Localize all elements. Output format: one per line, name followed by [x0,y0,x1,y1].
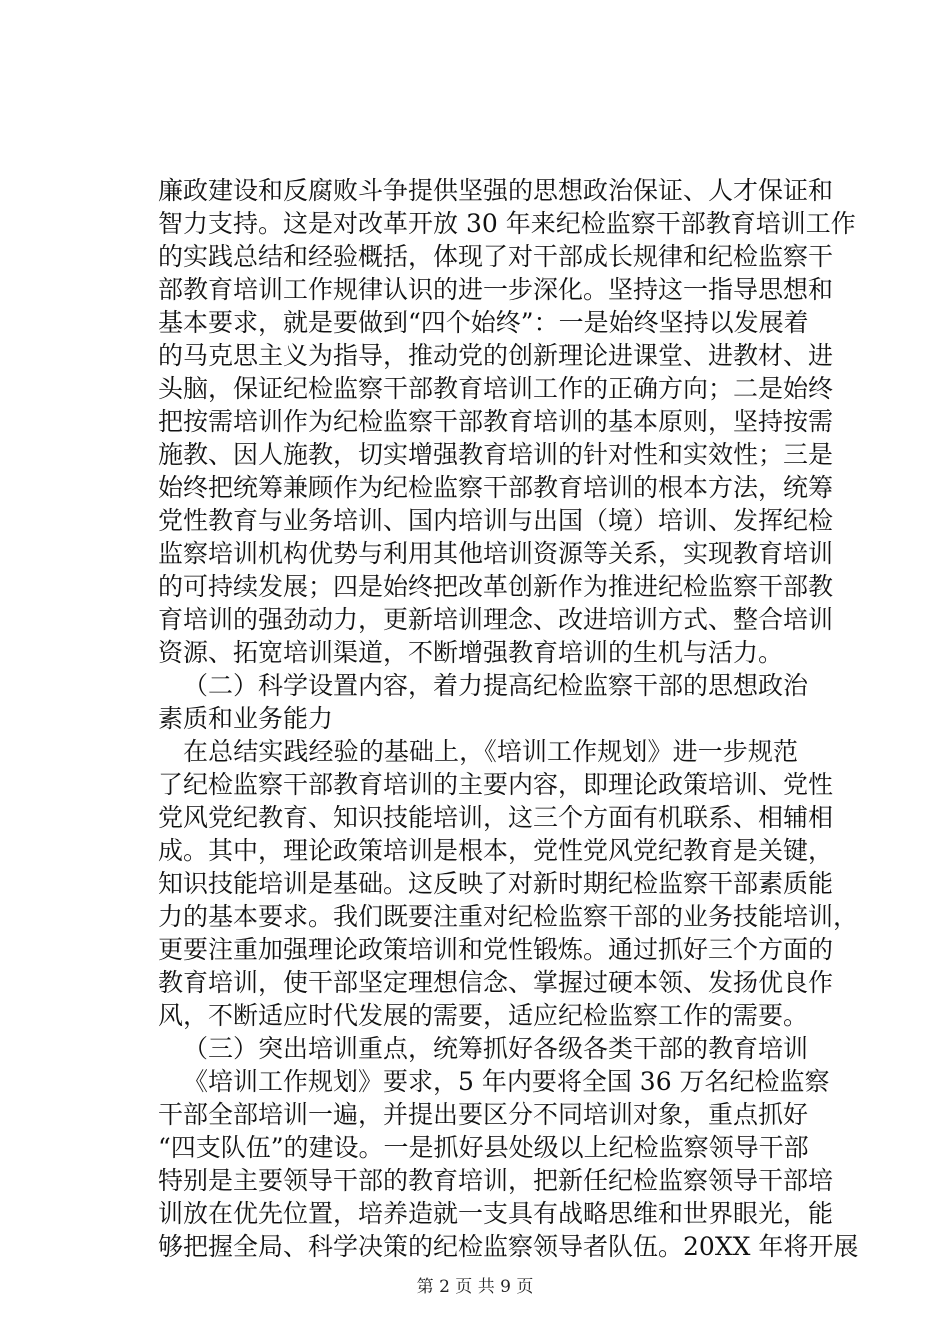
paragraph-line: 知识技能培训是基础。这反映了对新时期纪检监察干部素质能 [158,869,834,898]
section-heading-line: 素质和业务能力 [158,704,334,733]
paragraph-line: 更要注重加强理论政策培训和党性锻炼。通过抓好三个方面的 [158,935,834,964]
paragraph-line: 基本要求，就是要做到“四个始终”：一是始终坚持以发展着 [158,308,809,337]
paragraph-line: 力的基本要求。我们既要注重对纪检监察干部的业务技能培训， [158,902,859,931]
paragraph-line: 施教、因人施教，切实增强教育培训的针对性和实效性；三是 [158,440,834,469]
paragraph-line: 了纪检监察干部教育培训的主要内容，即理论政策培训、党性 [158,770,834,799]
paragraph-line: 把按需培训作为纪检监察干部教育培训的基本原则，坚持按需 [158,407,834,436]
paragraph-line: 特别是主要领导干部的教育培训，把新任纪检监察领导干部培 [158,1166,834,1195]
section-heading-line: （二）科学设置内容，着力提高纪检监察干部的思想政治 [183,671,809,700]
paragraph-line: 教育培训，使干部坚定理想信念、掌握过硬本领、发扬优良作 [158,968,834,997]
paragraph-line: 的马克思主义为指导，推动党的创新理论进课堂、进教材、进 [158,341,834,370]
paragraph-line: 风，不断适应时代发展的需要，适应纪检监察工作的需要。 [158,1001,809,1030]
paragraph-line: “四支队伍”的建设。一是抓好县处级以上纪检监察领导干部 [158,1133,809,1162]
paragraph-line: 监察培训机构优势与利用其他培训资源等关系，实现教育培训 [158,539,834,568]
paragraph-line: 干部全部培训一遍，并提出要区分不同培训对象，重点抓好 [158,1100,809,1129]
page-number-footer: 第 2 页 共 9 页 [416,1277,534,1297]
paragraph-line: 训放在优先位置，培养造就一支具有战略思维和世界眼光，能 [158,1199,834,1228]
paragraph-line: 资源、拓宽培训渠道，不断增强教育培训的生机与活力。 [158,638,784,667]
paragraph-line: 育培训的强劲动力，更新培训理念、改进培训方式、整合培训 [158,605,834,634]
paragraph-line: 的可持续发展；四是始终把改革创新作为推进纪检监察干部教 [158,572,834,601]
paragraph-line: 《培训工作规划》要求，5 年内要将全国 36 万名纪检监察 [183,1067,830,1096]
paragraph-line: 党性教育与业务培训、国内培训与出国（境）培训、发挥纪检 [158,506,834,535]
paragraph-line: 头脑，保证纪检监察干部教育培训工作的正确方向；二是始终 [158,374,834,403]
paragraph-line: 智力支持。这是对改革开放 30 年来纪检监察干部教育培训工作 [158,209,856,238]
paragraph-line: 够把握全局、科学决策的纪检监察领导者队伍。20XX 年将开展 [158,1232,859,1261]
paragraph-line: 在总结实践经验的基础上，《培训工作规划》进一步规范 [183,737,798,766]
paragraph-line: 成。其中，理论政策培训是根本，党性党风党纪教育是关键， [158,836,834,865]
section-heading-line: （三）突出培训重点，统筹抓好各级各类干部的教育培训 [183,1034,809,1063]
paragraph-line: 的实践总结和经验概括，体现了对干部成长规律和纪检监察干 [158,242,834,271]
paragraph-line: 廉政建设和反腐败斗争提供坚强的思想政治保证、人才保证和 [158,176,834,205]
paragraph-line: 党风党纪教育、知识技能培训，这三个方面有机联系、相辅相 [158,803,834,832]
paragraph-line: 始终把统筹兼顾作为纪检监察干部教育培训的根本方法，统筹 [158,473,834,502]
paragraph-line: 部教育培训工作规律认识的进一步深化。坚持这一指导思想和 [158,275,834,304]
